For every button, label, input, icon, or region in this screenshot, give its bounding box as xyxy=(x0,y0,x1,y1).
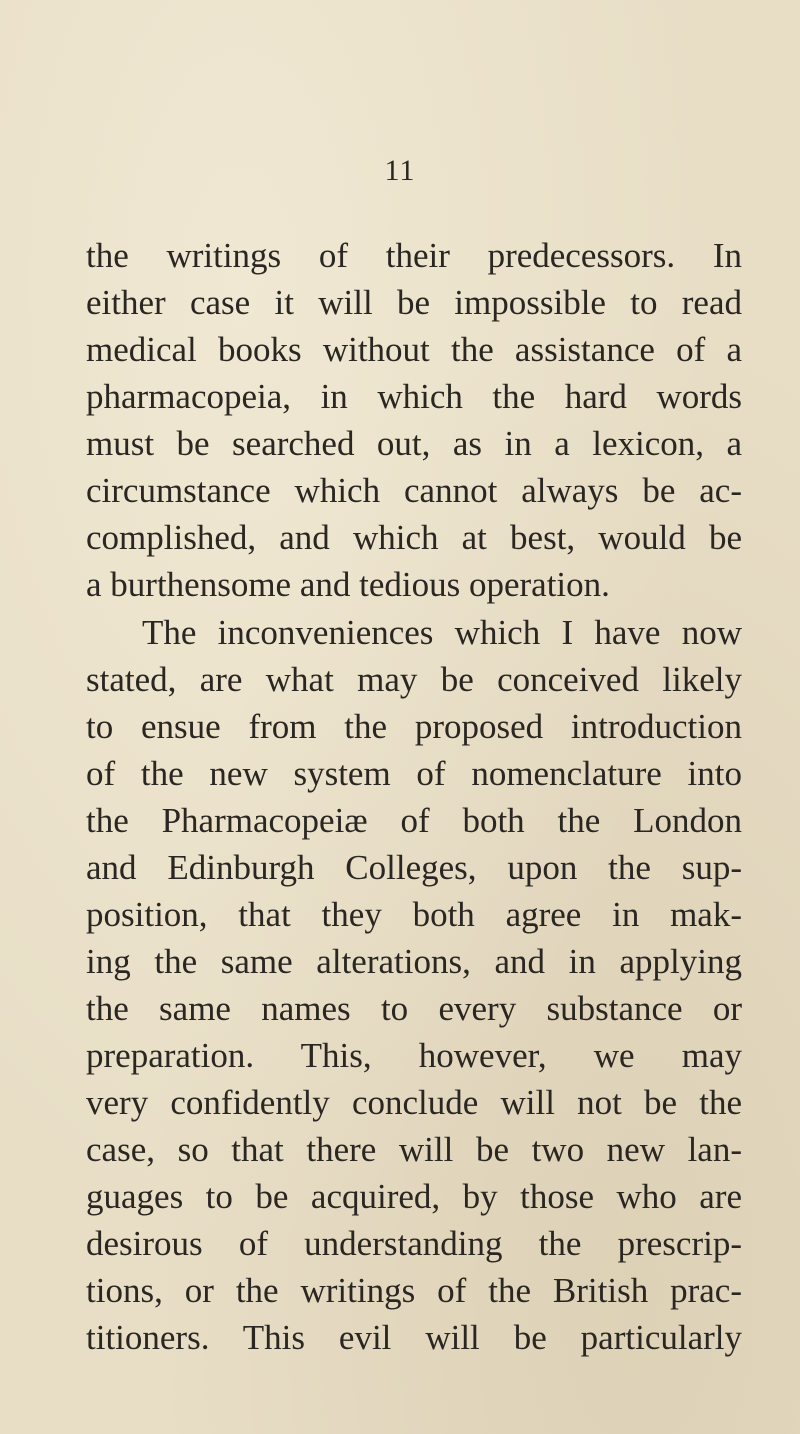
text-line: ing the same alterations, and in applying xyxy=(86,942,742,981)
text-line: circumstance which cannot always be ac- xyxy=(86,471,742,510)
text-line: must be searched out, as in a lexicon, a xyxy=(86,424,742,463)
text-line: desirous of understanding the prescrip- xyxy=(86,1224,742,1263)
text-line: complished, and which at best, would be xyxy=(86,518,742,557)
text-line: a burthensome and tedious operation. xyxy=(86,565,610,604)
text-line: guages to be acquired, by those who are xyxy=(86,1177,742,1216)
text-line: The inconveniences which I have now xyxy=(142,613,742,652)
text-line: the same names to every substance or xyxy=(86,989,742,1028)
text-line: stated, are what may be conceived likely xyxy=(86,660,742,699)
text-line: pharmacopeia, in which the hard words xyxy=(86,377,742,416)
text-line: and Edinburgh Colleges, upon the sup- xyxy=(86,848,742,887)
page-number: 11 xyxy=(384,154,416,187)
text-line: the Pharmacopeiæ of both the London xyxy=(86,801,742,840)
text-line: of the new system of nomenclature into xyxy=(86,754,742,793)
text-line: case, so that there will be two new lan- xyxy=(86,1130,742,1169)
text-line: the writings of their predecessors. In xyxy=(86,236,742,275)
text-line: to ensue from the proposed introduction xyxy=(86,707,742,746)
paragraph-1 xyxy=(86,232,742,608)
paragraph-2 xyxy=(86,609,742,1361)
text-line: tions, or the writings of the British prac- xyxy=(86,1271,742,1310)
text-line: titioners. This evil will be particularly xyxy=(86,1318,742,1357)
text-line: very confidently conclude will not be the xyxy=(86,1083,742,1122)
text-line: either case it will be impossible to read xyxy=(86,283,742,322)
text-line: preparation. This, however, we may xyxy=(86,1036,742,1075)
text-line: position, that they both agree in mak- xyxy=(86,895,742,934)
text-line: medical books without the assistance of a xyxy=(86,330,742,369)
